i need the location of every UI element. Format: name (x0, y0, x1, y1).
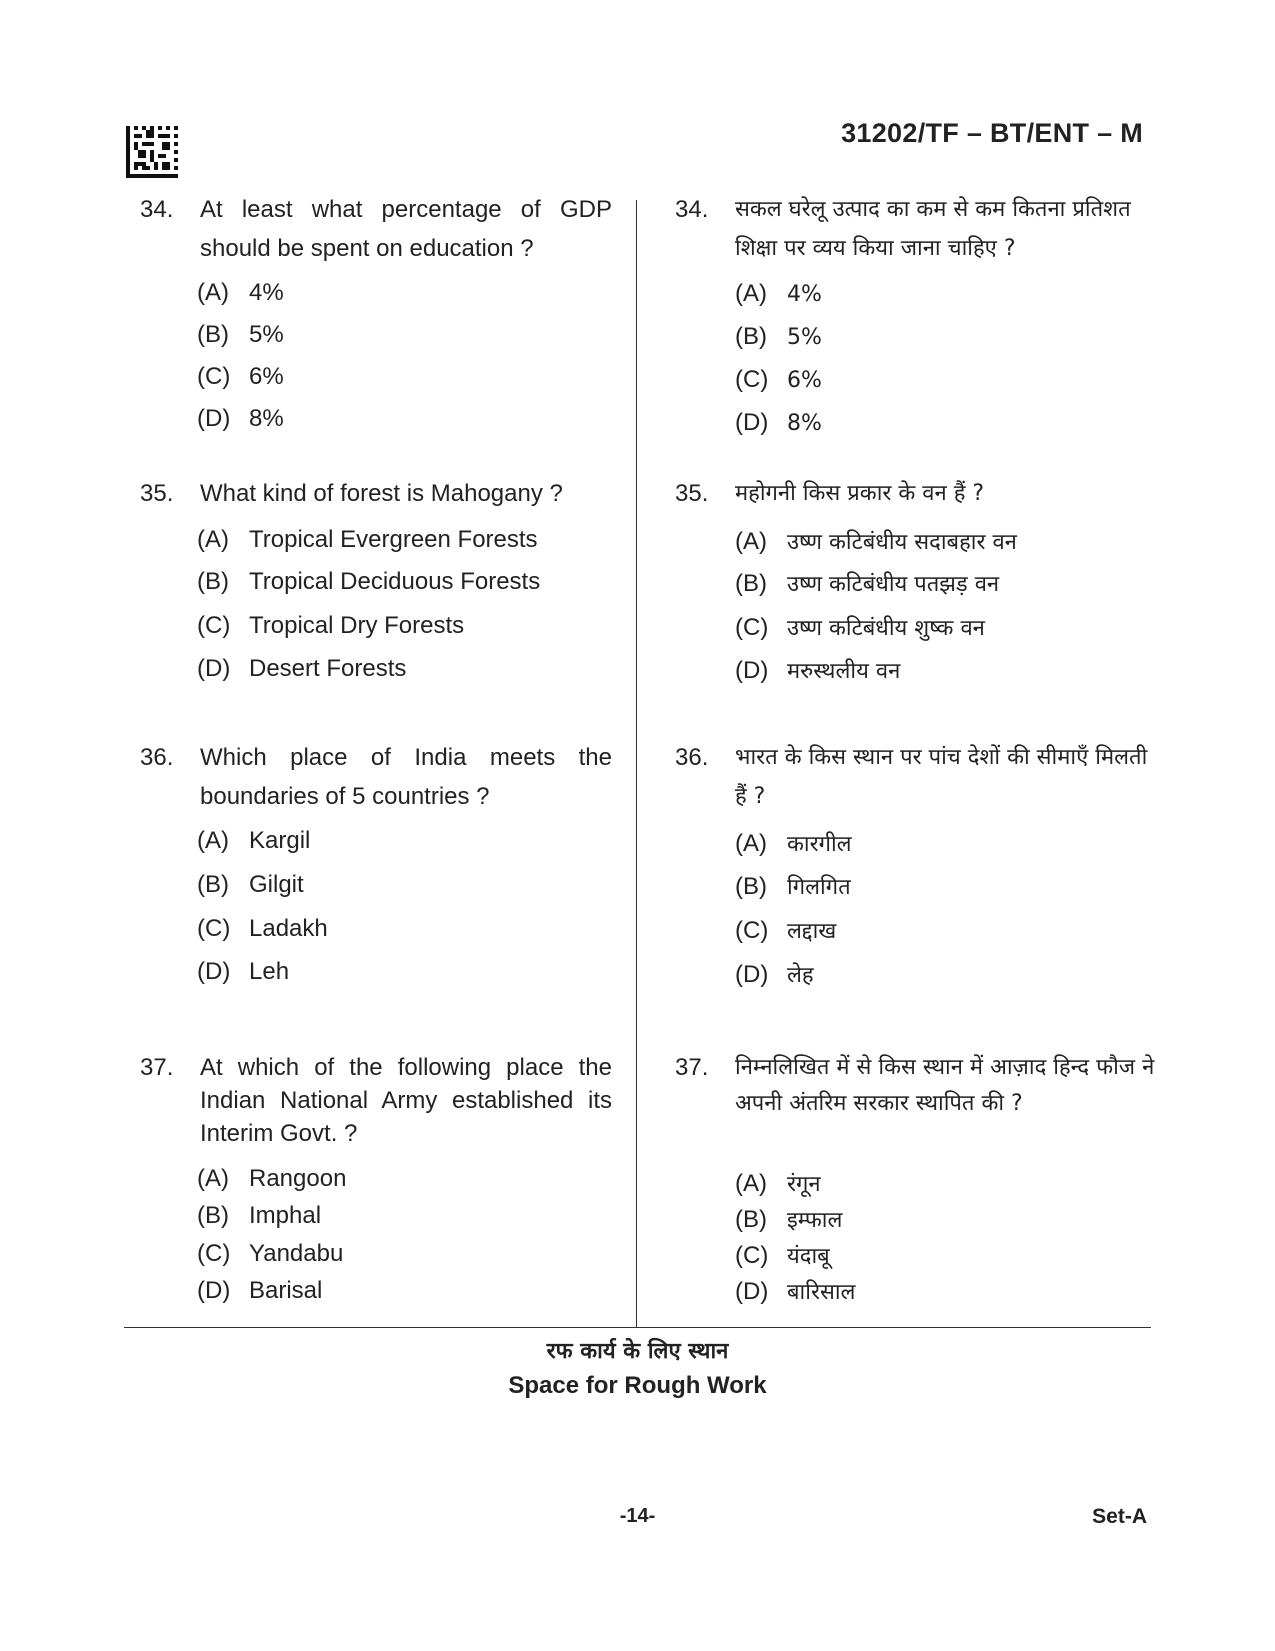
option-c: (C) उष्ण कटिबंधीय शुष्क वन (735, 614, 985, 641)
rough-work-divider (124, 1327, 1151, 1328)
option-a: (A) Tropical Evergreen Forests (197, 526, 538, 553)
question-text: What kind of forest is Mahogany ? (200, 480, 563, 507)
option-d: (D) Desert Forests (197, 655, 407, 682)
option-d: (D) Leh (197, 958, 290, 985)
question-number: 34. (140, 196, 174, 223)
set-label: Set-A (1092, 1505, 1147, 1528)
option-b: (B) गिलगित (735, 873, 851, 900)
option-b: (B) Gilgit (197, 871, 304, 898)
option-b: (B) Tropical Deciduous Forests (197, 568, 541, 595)
option-a: (A) Kargil (197, 827, 311, 854)
option-c: (C) 6% (197, 363, 284, 390)
option-a: (A) 4% (197, 279, 284, 306)
datamatrix-code (126, 126, 178, 178)
question-text: महोगनी किस प्रकार के वन हैं ? (735, 481, 985, 506)
option-b: (B) 5% (735, 323, 822, 350)
option-b: (B) 5% (197, 321, 284, 348)
option-a: (A) रंगून (735, 1170, 821, 1197)
option-a: (A) कारगील (735, 830, 852, 857)
option-d: (D) बारिसाल (735, 1278, 856, 1305)
option-d: (D) मरुस्थलीय वन (735, 657, 901, 684)
paper-code: 31202/TF – BT/ENT – M (841, 118, 1143, 148)
option-b: (B) उष्ण कटिबंधीय पतझड़ वन (735, 570, 1000, 597)
question-text: At which of the following place the Indian National Army established its Interim Govt. ? (200, 1054, 612, 1147)
question-number: 36. (140, 744, 174, 771)
option-a: (A) Rangoon (197, 1165, 347, 1192)
question-text: At least what percentage of GDP should be spent on education ? (200, 196, 612, 262)
option-b: (B) इम्फाल (735, 1206, 843, 1233)
option-a: (A) 4% (735, 280, 822, 307)
option-b: (B) Imphal (197, 1202, 322, 1229)
question-number: 35. (140, 480, 174, 507)
column-divider (636, 200, 637, 1328)
question-number: 36. (675, 744, 709, 771)
option-d: (D) लेह (735, 961, 814, 988)
question-text: भारत के किस स्थान पर पांच देशों की सीमाएँ मिलती हैं ? (735, 745, 1148, 809)
page-number: -14- (619, 1505, 656, 1527)
option-c: (C) लद्दाख (735, 917, 837, 944)
option-c: (C) 6% (735, 366, 822, 393)
option-d: (D) Barisal (197, 1277, 323, 1304)
question-number: 35. (675, 480, 709, 507)
rough-work-heading-english: Space for Rough Work (508, 1372, 767, 1399)
option-c: (C) Yandabu (197, 1240, 344, 1267)
rough-work-heading-hindi: रफ कार्य के लिए स्थान (546, 1339, 729, 1364)
question-number: 37. (675, 1054, 709, 1081)
question-text: सकल घरेलू उत्पाद का कम से कम कितना प्रतिशत शिक्षा पर व्यय किया जाना चाहिए ? (735, 197, 1131, 261)
question-number: 37. (140, 1054, 174, 1081)
question-text: Which place of India meets the boundaries of 5 countries ? (200, 744, 612, 810)
option-c: (C) Tropical Dry Forests (197, 612, 465, 639)
option-d: (D) 8% (735, 409, 822, 436)
option-a: (A) उष्ण कटिबंधीय सदाबहार वन (735, 528, 1017, 555)
question-number: 34. (675, 196, 709, 223)
option-d: (D) 8% (197, 405, 284, 432)
option-c: (C) Ladakh (197, 915, 328, 942)
option-c: (C) यंदाबू (735, 1242, 830, 1269)
question-text: निम्नलिखित में से किस स्थान में आज़ाद हिन्द फौज ने अपनी अंतरिम सरकार स्थापित की ? (735, 1055, 1155, 1116)
